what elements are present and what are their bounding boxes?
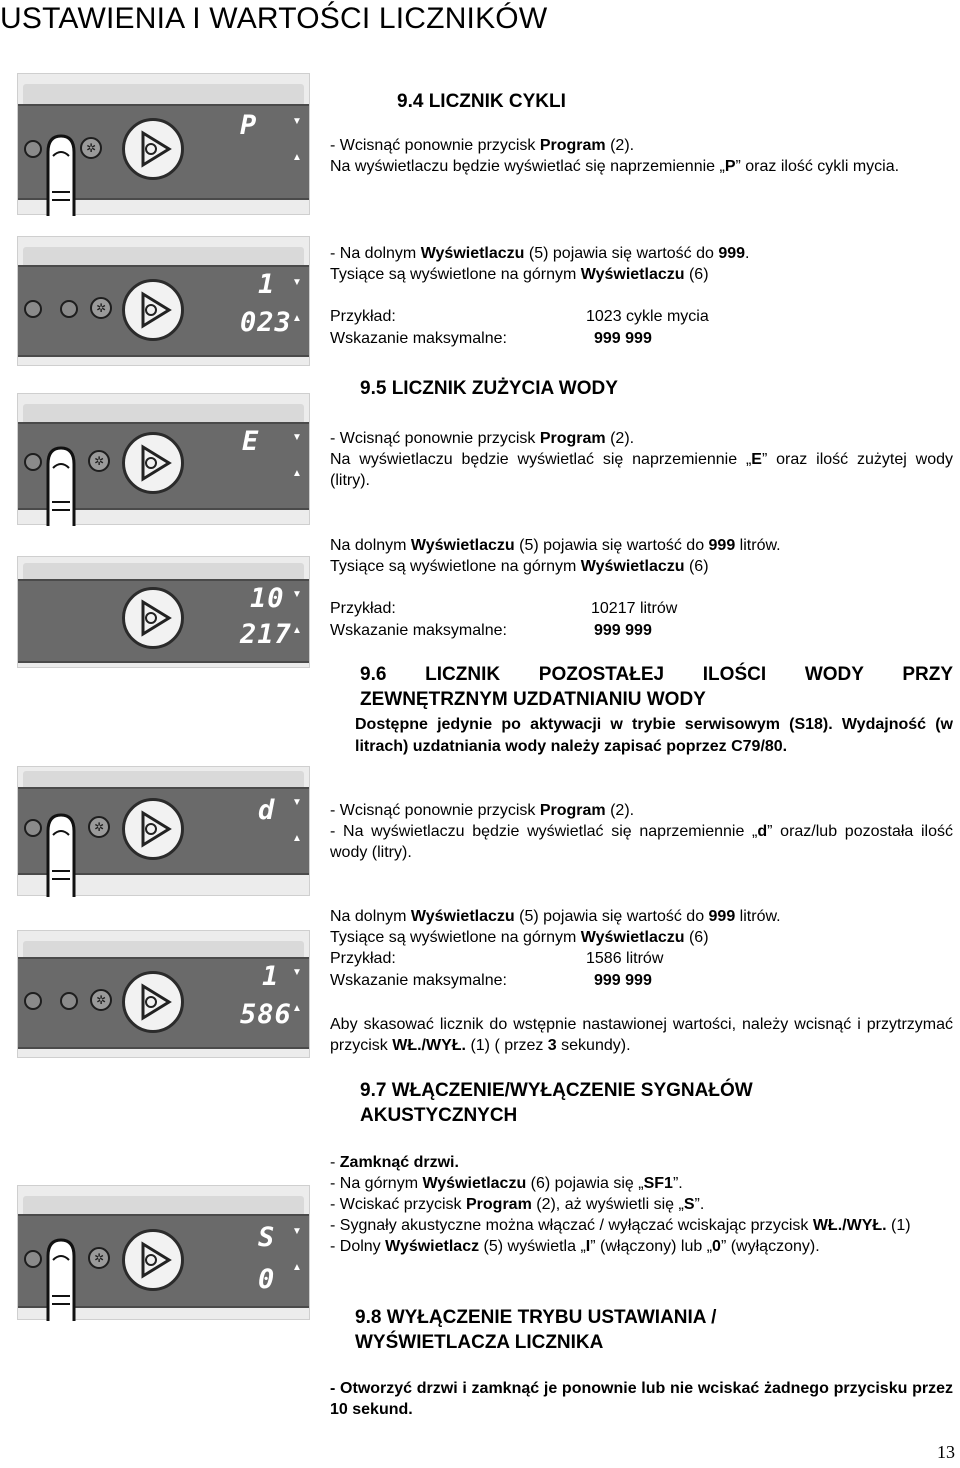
section-heading: ZEWNĘTRZNYM UZDATNIANIU WODY	[360, 689, 706, 710]
upper-display: 10	[250, 583, 285, 614]
upper-display: P	[240, 110, 258, 141]
example-value: 1023 cykle mycia	[586, 308, 709, 325]
paragraph: Na dolnym Wyświetlaczu (5) pojawia się wartość do 999 litrów. Tysiące są wyświetlone na górnym Wyświetlaczu (6)	[330, 908, 781, 946]
section-heading: AKUSTYCZNYCH	[360, 1105, 518, 1126]
max-row: Wskazanie maksymalne:	[330, 330, 507, 347]
control-panel-illustration	[17, 236, 310, 366]
example-row: Przykład:	[330, 600, 396, 617]
up-down-arrows-icon: ▼ ▲	[292, 1226, 302, 1273]
example-value: 1586 litrów	[586, 950, 664, 967]
up-down-arrows-icon: ▼ ▲	[292, 967, 302, 1014]
program-button-icon	[122, 279, 184, 341]
service-note: Dostępne jedynie po aktywacji w trybie serwisowym (S18). Wydajność (w litrach) uzdatniania wody należy zapisać poprzez C79/80.	[355, 716, 953, 755]
upper-display: E	[242, 426, 260, 457]
paragraph: - Otworzyć drzwi i zamknąć je ponownie lub nie wciskać żadnego przycisku przez 10 sekund.	[330, 1380, 953, 1418]
program-button-icon	[122, 118, 184, 180]
fan-icon: ✲	[88, 450, 110, 472]
paragraph: - Wcisnąć ponownie przycisk Program (2). - Na wyświetlaczu będzie wyświetlać się naprzemiennie „d” oraz/lub pozostała ilość wody (litry).	[330, 802, 953, 861]
page-number: 13	[937, 1442, 955, 1462]
upper-display: S	[258, 1222, 276, 1253]
example-value: 10217 litrów	[591, 600, 678, 617]
lower-display: 0	[258, 1264, 276, 1295]
max-value: 999 999	[594, 622, 652, 639]
paragraph: Na dolnym Wyświetlaczu (5) pojawia się wartość do 999 litrów. Tysiące są wyświetlone na górnym Wyświetlaczu (6)	[330, 537, 781, 575]
upper-display: 1	[258, 269, 276, 300]
section-heading: 9.5 LICZNIK ZUŻYCIA WODY	[360, 378, 618, 399]
fan-icon: ✲	[88, 1247, 110, 1269]
timer-icon	[24, 992, 42, 1010]
max-value: 999 999	[594, 972, 652, 989]
section-heading: 9.4 LICZNIK CYKLI	[397, 91, 566, 112]
fan-icon: ✲	[90, 989, 112, 1011]
paragraph: - Wcisnąć ponownie przycisk Program (2). Na wyświetlaczu będzie wyświetlać się naprzemiennie „P” oraz ilość cykli mycia.	[330, 137, 900, 175]
fan-icon: ✲	[80, 137, 102, 159]
lower-display: 586	[240, 999, 292, 1030]
upper-display: 1	[262, 961, 280, 992]
max-value: 999 999	[594, 330, 652, 347]
lower-display: 217	[240, 619, 292, 650]
max-row: Wskazanie maksymalne:	[330, 972, 507, 989]
page-title: USTAWIENIA I WARTOŚCI LICZNIKÓW	[0, 2, 548, 35]
up-down-arrows-icon: ▼ ▲	[292, 589, 302, 636]
paragraph: - Na dolnym Wyświetlaczu (5) pojawia się wartość do 999. Tysiące są wyświetlone na górnym Wyświetlaczu (6)	[330, 245, 750, 283]
section-heading: 9.7 WŁĄCZENIE/WYŁĄCZENIE SYGNAŁÓW	[360, 1080, 753, 1101]
program-button-icon	[122, 971, 184, 1033]
section-heading: 9.8 WYŁĄCZENIE TRYBU USTAWIANIA /	[355, 1307, 717, 1328]
control-panel-illustration	[17, 1185, 310, 1320]
program-button-icon	[122, 798, 184, 860]
program-button-icon	[122, 587, 184, 649]
instruction-list: - Zamknąć drzwi. - Na górnym Wyświetlaczu (6) pojawia się „SF1”. - Wciskać przycisk Program (2), aż wyświetli się „S”. - Sygnały akustyczne można włączać / wyłączać wciskając przycisk WŁ./WYŁ. (1) - Dolny Wyświetlacz (5) wyświetla „I” (włączony) lub „0” (wyłączony).	[330, 1154, 911, 1255]
max-row: Wskazanie maksymalne:	[330, 622, 507, 639]
fan-icon: ✲	[88, 816, 110, 838]
example-row: Przykład:	[330, 308, 396, 325]
example-row: Przykład:	[330, 950, 396, 967]
reset-instruction: Aby skasować licznik do wstępnie nastawionej wartości, należy wcisnąć i przytrzymać przycisk WŁ./WYŁ. (1) ( przez 3 sekundy).	[330, 1016, 953, 1054]
upper-display: d	[258, 795, 276, 826]
control-panel-illustration	[17, 766, 310, 896]
lower-display: 023	[240, 307, 292, 338]
control-panel-illustration	[17, 393, 310, 525]
paragraph: - Wcisnąć ponownie przycisk Program (2). Na wyświetlaczu będzie wyświetlać się naprzemiennie „E” oraz ilość zużytej wody (litry).	[330, 430, 954, 489]
program-button-icon	[122, 1229, 184, 1291]
control-panel-illustration	[17, 73, 310, 215]
up-down-arrows-icon: ▼ ▲	[292, 277, 302, 324]
up-down-arrows-icon: ▼ ▲	[292, 797, 302, 844]
timer-icon	[24, 300, 42, 318]
control-panel-illustration	[17, 930, 310, 1058]
clock-icon	[60, 300, 78, 318]
pressing-finger-icon	[40, 442, 82, 526]
pressing-finger-icon	[40, 809, 82, 897]
control-panel-illustration	[17, 556, 310, 668]
clock-icon	[60, 992, 78, 1010]
pressing-finger-icon	[40, 1234, 82, 1321]
up-down-arrows-icon: ▼ ▲	[292, 432, 302, 479]
fan-icon: ✲	[90, 297, 112, 319]
section-heading: WYŚWIETLACZA LICZNIKA	[355, 1332, 604, 1353]
up-down-arrows-icon: ▼ ▲	[292, 116, 302, 163]
program-button-icon	[122, 432, 184, 494]
section-heading: 9.6 LICZNIK POZOSTAŁEJ ILOŚCI WODY PRZY	[360, 664, 953, 685]
pressing-finger-icon	[40, 130, 82, 216]
